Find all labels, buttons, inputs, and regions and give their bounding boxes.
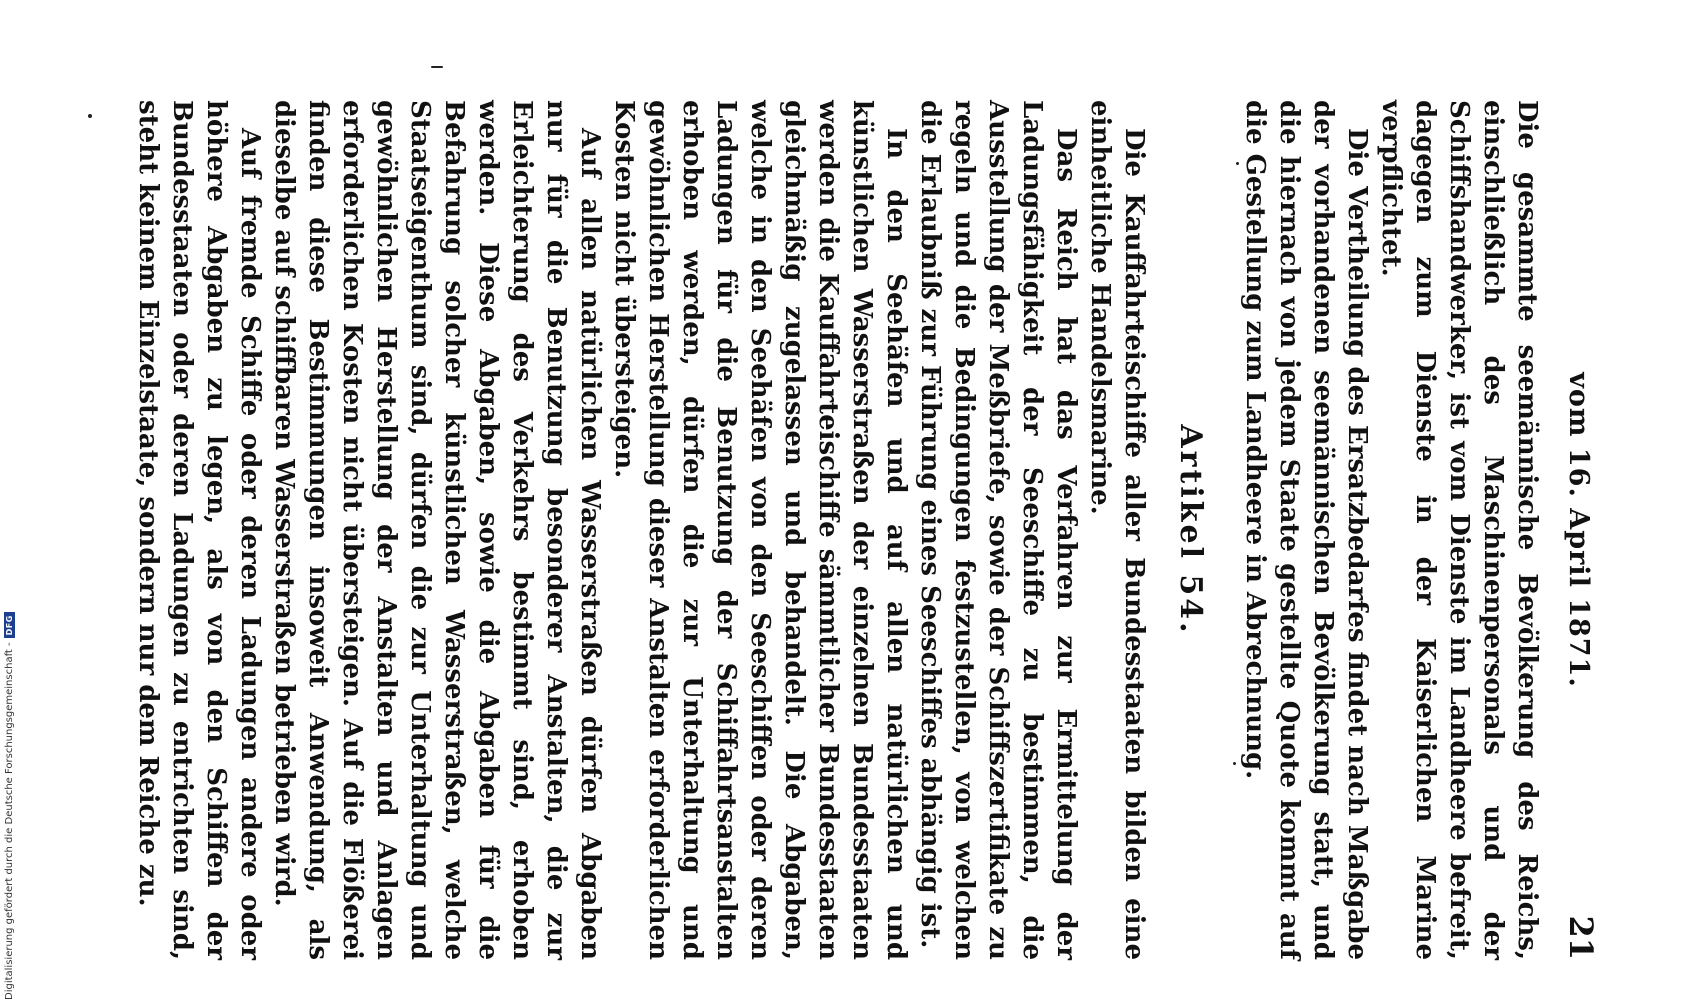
digitization-credit <box>2 612 16 1000</box>
paragraph-ersatzbedarf: Die Vertheilung des Ersatzbedarfes findet nach Maßgabe der vorhandenen seemännischen Bevölkerung statt, und die hiernach von jedem Staate gestellte Quote kommt auf die Gestellung zum Landheere in Abrechnung. <box>1240 100 1372 960</box>
paragraph-seehaefen: In den Seehäfen und auf allen natürlichen und künstlichen Wasserstraßen der einzelnen Bundesstaaten werden die Kauffahrteischiffe sämmtlicher Bundesstaaten gleichmäßig zugelassen und behandelt. Die Abgaben, welche in den Seehäfen von den Seeschiffen oder deren Ladungen für die Benutzung der Schiffahrtsanstalten erhoben werden, dürfen die zur Unterhaltung und gewöhnlichen Herstellung dieser Anstalten erforderlichen Kosten nicht übersteigen. <box>609 100 911 960</box>
running-head <box>1544 100 1600 960</box>
scan-speck <box>1233 762 1236 765</box>
paragraph-fremde-schiffe: Auf fremde Schiffe oder deren Ladungen andere oder höhere Abgaben zu legen, als von den Schiffen der Bundesstaaten oder deren Ladungen zu entrichten sind, steht keinem Einzelstaate, sondern nur dem Reiche zu. <box>133 100 265 960</box>
scan-speck <box>1236 162 1239 165</box>
paragraph-wasserstrassen: Auf allen natürlichen Wasserstraßen dürfen Abgaben nur für die Benutzung besonderer Anstalten, die zur Erleichterung des Verkehrs bestimmt sind, erhoben werden. Diese Abgaben, sowie die Abgaben für die Befahrung solcher künstlichen Wasserstraßen, welche Staatseigenthum sind, dürfen die zur Unterhaltung und gewöhnlichen Herstellung der Anstalten und Anlagen erforderlichen Kosten nicht übersteigen. Auf die Flößerei finden diese Bestimmungen insoweit Anwendung, als dieselbe auf schiffbaren Wasserstraßen betrieben wird. <box>269 100 605 960</box>
paragraph-ladungsfaehigkeit: Das Reich hat das Verfahren zur Ermittelung der Ladungsfähigkeit der Seeschiffe zu bestimmen, die Ausstellung der Meßbriefe, sowie der Schiffszertifikate zu regeln und die Bedingungen festzustellen, von welchen die Erlaubniß zur Führung eines Seeschiffes abhängig ist. <box>915 100 1081 960</box>
scan-speck <box>88 114 92 118</box>
page-content <box>120 80 1600 980</box>
dfg-logo: DFG <box>4 612 15 638</box>
page-number: 21 <box>1562 915 1600 960</box>
scan-speck <box>431 66 443 68</box>
credit-text: Digitalisierung gefördert durch die Deutsche Forschungsgemeinschaft - <box>3 642 15 1000</box>
paragraph-handelsmarine: Die Kauffahrteischiffe aller Bundesstaaten bilden eine einheitliche Handelsmarine. <box>1085 100 1149 960</box>
article-heading: Artikel 54. <box>1173 424 1208 636</box>
paragraph-seemaennische-bevoelkerung: Die gesammte seemännische Bevölkerung des Reichs, einschließlich des Maschinenpersonals und der Schiffshandwerker, ist vom Dienste im Landheere befreit, dagegen zum Dienste in der Kaiserlichen Marine verpflichtet. <box>1376 100 1542 960</box>
running-title: vom 16. April 1871. <box>1563 372 1594 688</box>
